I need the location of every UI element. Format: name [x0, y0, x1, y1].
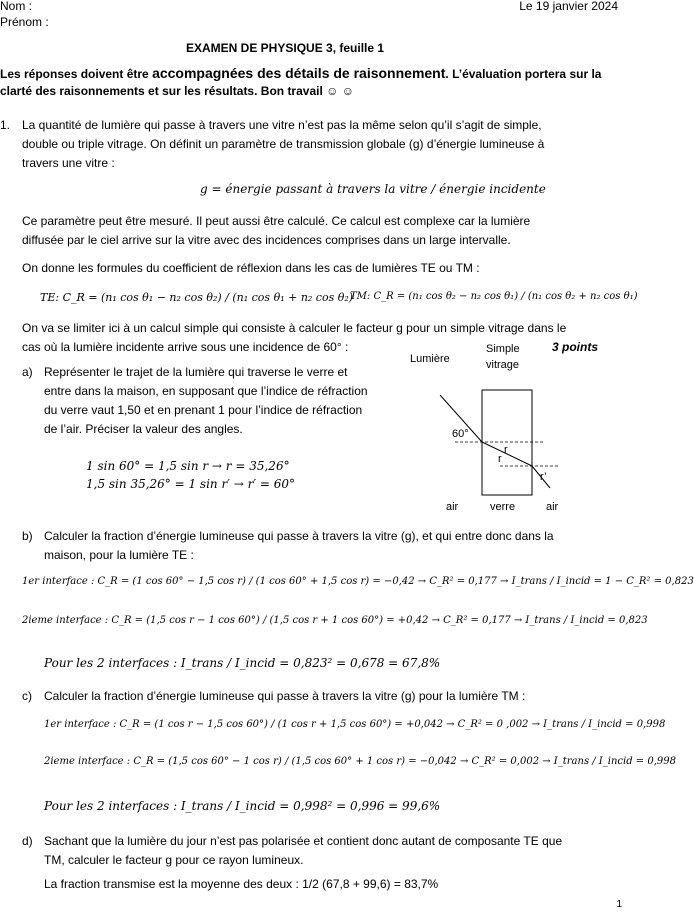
- instructions-part-1: Les réponses doivent être: [0, 67, 153, 81]
- refraction-diagram: [400, 340, 600, 520]
- instructions-line-2: clarté des raisonnements et sur les résultats. Bon travail ☺ ☺: [0, 84, 354, 98]
- page-number: 1: [616, 899, 622, 910]
- firstname-field-label: Prénom :: [0, 15, 49, 29]
- te-interface-1-equation: 1er interface : C_R = (1 cos 60° − 1,5 cos r) / (1 cos 60° + 1,5 cos r) = −0,42 → C_R² = 0,177 → I_trans / I_incid = 1 − C_R² = 0,823: [22, 576, 694, 587]
- air-left-label: air: [446, 501, 459, 513]
- angle-r-label-1: r: [504, 444, 508, 456]
- tm-interface-2-equation: 2ieme interface : C_R = (1,5 cos 60° − 1 cos r) / (1,5 cos 60° + 1 cos r) = −0,042 → C_R² = 0,002 → I_trans / I_incid = 0,998: [44, 756, 676, 767]
- question-a-line: du verre vaut 1,50 et en prenant 1 pour l’indice de réfraction: [44, 403, 363, 417]
- question-d-answer: La fraction transmise est la moyenne des deux : 1/2 (67,8 + 99,6) = 83,7%: [44, 877, 439, 891]
- question-a-line: Représenter le trajet de la lumière qui traverse le verre et: [44, 365, 348, 379]
- question-1-line: double ou triple vitrage. On définit un paramètre de transmission globale (g) d’énergie lumineuse à: [22, 137, 545, 151]
- formulas-intro: On donne les formules du coefficient de réflexion dans les cas de lumières TE ou TM :: [22, 261, 480, 275]
- te-interface-2-equation: 2ieme interface : C_R = (1,5 cos r − 1 cos 60°) / (1,5 cos r + 1 cos 60°) = +0,42 → C_R² = 0,177 → I_trans / I_incid = 0,823: [22, 615, 648, 626]
- angle-60-label: 60°: [452, 428, 469, 440]
- angle-rprime-label: r’: [540, 471, 547, 483]
- question-a-line: entre dans la maison, en supposant que l’indice de réfraction: [44, 384, 368, 398]
- te-total-equation: Pour les 2 interfaces : I_trans / I_incid = 0,823² = 0,678 = 67,8%: [44, 656, 441, 670]
- instructions-emphasis: accompagnées des détails de raisonnement: [152, 65, 446, 81]
- measure-text-line: diffusée par le ciel arrive sur la vitre avec des incidences comprises dans un large intervalle.: [22, 233, 511, 247]
- name-field-label: Nom :: [0, 0, 33, 13]
- points-label: 3 points: [552, 340, 599, 354]
- question-b-label: b): [22, 529, 33, 543]
- te-formula: TE: C_R = (n₁ cos θ₁ − n₂ cos θ₂) / (n₁ cos θ₁ + n₂ cos θ₂): [40, 291, 354, 304]
- limit-text-line: cas où la lumière incidente arrive sous une incidence de 60° :: [22, 340, 349, 354]
- glass-label: verre: [490, 501, 516, 513]
- angle-r-label-2: r: [498, 453, 502, 465]
- question-c-line: Calculer la fraction d’énergie lumineuse qui passe à travers la vitre (g) pour la lumière TM :: [44, 689, 526, 703]
- question-a-line: de l’air. Préciser la valeur des angles.: [44, 422, 243, 436]
- light-label: Lumière: [410, 353, 450, 365]
- date-label: Le 19 janvier 2024: [519, 0, 618, 13]
- g-definition-formula: g = énergie passant à travers la vitre / énergie incidente: [200, 182, 546, 196]
- question-1-line: La quantité de lumière qui passe à travers une vitre n’est pas la même selon qu’il s’agit de simple,: [22, 118, 542, 132]
- question-1-number: 1.: [0, 118, 11, 132]
- snell-equation-1: 1 sin 60° = 1,5 sin r → r = 35,26°: [86, 459, 290, 473]
- tm-interface-1-equation: 1er interface : C_R = (1 cos r − 1,5 cos 60°) / (1 cos r + 1,5 cos 60°) = +0,042 → C_R² = 0 ,002 → I_trans / I_incid = 0,998: [44, 719, 666, 730]
- glazing-label-1: Simple: [486, 343, 520, 355]
- exam-title: EXAMEN DE PHYSIQUE 3, feuille 1: [186, 41, 385, 55]
- tm-total-equation: Pour les 2 interfaces : I_trans / I_incid = 0,998² = 0,996 = 99,6%: [44, 799, 441, 813]
- limit-text-line: On va se limiter ici à un calcul simple qui consiste à calculer le facteur g pour un simple vitrage dans le: [22, 321, 567, 335]
- question-b-line: maison, pour la lumière TE :: [44, 548, 194, 562]
- question-1-line: travers une vitre :: [22, 156, 115, 170]
- question-d-line: Sachant que la lumière du jour n’est pas polarisée et contient donc autant de composante TE que: [44, 834, 563, 848]
- question-d-line: TM, calculer le facteur g pour ce rayon lumineux.: [44, 853, 304, 867]
- question-c-label: c): [22, 689, 32, 703]
- question-b-line: Calculer la fraction d’énergie lumineuse qui passe à travers la vitre (g), et qui entre donc dans la: [44, 529, 554, 543]
- question-a-label: a): [22, 365, 33, 379]
- instructions-part-3: . L’évaluation portera sur la: [445, 67, 602, 81]
- measure-text-line: Ce paramètre peut être mesuré. Il peut aussi être calculé. Ce calcul est complexe car la lumière: [22, 214, 531, 228]
- snell-equation-2: 1,5 sin 35,26° = 1 sin r′ → r′ = 60°: [86, 477, 296, 491]
- question-d-label: d): [22, 834, 33, 848]
- glazing-label-2: vitrage: [486, 359, 520, 371]
- tm-formula: TM: C_R = (n₁ cos θ₂ − n₂ cos θ₁) / (n₁ cos θ₂ + n₂ cos θ₁): [350, 291, 638, 302]
- glass-pane: [482, 390, 532, 495]
- air-right-label: air: [546, 501, 559, 513]
- instructions-line-1: [0, 66, 601, 80]
